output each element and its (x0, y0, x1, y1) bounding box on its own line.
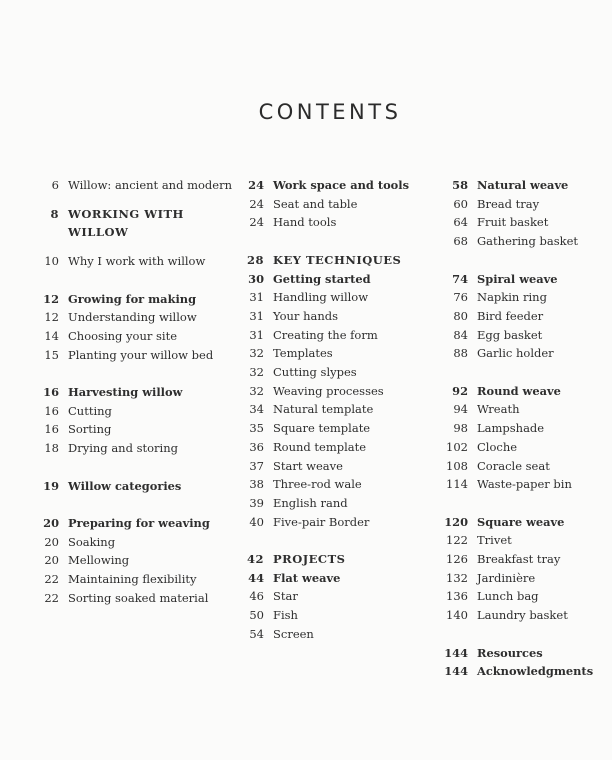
page-number: 74 (452, 271, 468, 286)
toc-heading[interactable] (442, 513, 610, 532)
toc-entry[interactable] (442, 326, 610, 345)
toc-heading[interactable] (236, 176, 426, 195)
page-number: 16 (44, 403, 59, 418)
entry-title: Trivet (477, 533, 512, 548)
toc-entry[interactable] (442, 475, 610, 494)
toc-heading[interactable] (22, 477, 232, 496)
toc-entry[interactable] (22, 570, 232, 589)
toc-entry[interactable] (442, 550, 610, 569)
toc-entry[interactable] (236, 494, 426, 513)
page-number: 31 (249, 290, 264, 305)
page-number: 20 (44, 534, 59, 549)
toc-entry[interactable] (442, 213, 610, 232)
entry-title: Willow: ancient and modern (68, 178, 232, 192)
entry-title: Handling willow (273, 290, 369, 305)
page-number: 38 (249, 477, 264, 492)
toc-entry[interactable] (442, 569, 610, 588)
page-number: 34 (249, 402, 264, 417)
entry-title: Cutting slypes (273, 365, 357, 380)
page-number: 31 (249, 308, 264, 323)
page-number: 30 (248, 271, 264, 286)
entry-title: Flat weave (273, 570, 341, 585)
entry-title: Drying and storing (68, 441, 178, 456)
toc-entry[interactable] (442, 232, 610, 251)
entry-title: Round weave (477, 383, 561, 398)
page-number: 108 (446, 458, 468, 473)
entry-title: Templates (273, 346, 333, 361)
toc-entry[interactable] (236, 625, 426, 644)
entry-title: Star (273, 589, 298, 604)
toc-entry[interactable] (22, 252, 232, 271)
toc-entry[interactable] (236, 288, 426, 307)
toc-heading[interactable] (442, 176, 610, 195)
page-number: 68 (453, 234, 468, 249)
toc-entry[interactable] (236, 363, 426, 382)
toc-entry[interactable] (22, 308, 232, 327)
page-number: 14 (44, 328, 59, 343)
page-number: 20 (44, 553, 59, 568)
page-number: 76 (453, 290, 468, 305)
toc-entry[interactable] (442, 419, 610, 438)
entry-title: Three-rod wale (273, 477, 362, 492)
page-number: 18 (44, 441, 59, 456)
entry-title: English rand (273, 495, 348, 510)
toc-entry[interactable] (22, 551, 232, 570)
toc-entry[interactable] (236, 419, 426, 438)
toc-entry[interactable] (22, 420, 232, 439)
toc-entry[interactable] (236, 213, 426, 232)
page-number: 10 (44, 254, 59, 269)
toc-entry[interactable] (236, 195, 426, 214)
entry-title: Sorting (68, 422, 112, 437)
page-number: 102 (446, 439, 468, 454)
page-number: 37 (249, 458, 264, 473)
entry-title: Soaking (68, 534, 116, 549)
toc-entry[interactable] (442, 400, 610, 419)
entry-title: Resources (477, 645, 543, 660)
entry-title: Harvesting willow (68, 385, 183, 399)
entry-title: Acknowledgments (477, 664, 594, 679)
page-number: 39 (249, 495, 264, 510)
toc-heading[interactable] (442, 382, 610, 401)
page-number: 44 (248, 570, 264, 585)
page-number: 136 (446, 589, 468, 604)
page-number: 140 (446, 608, 468, 623)
entry-title: Natural template (273, 402, 374, 417)
toc-entry[interactable] (442, 195, 610, 214)
page-number: 122 (446, 533, 468, 548)
entry-title: KEY TECHNIQUES (273, 252, 402, 267)
entry-title: Natural weave (477, 178, 569, 192)
page-number: 132 (446, 570, 468, 585)
toc-heading[interactable] (442, 662, 610, 681)
entry-title: Square template (273, 421, 371, 436)
page-number: 12 (43, 291, 59, 306)
toc-entry[interactable] (442, 457, 610, 476)
page-number: 144 (444, 664, 468, 679)
entry-title: Lunch bag (477, 589, 539, 604)
entry-title: Seat and table (273, 196, 358, 211)
entry-title: Maintaining flexibility (68, 572, 197, 586)
toc-entry[interactable] (442, 587, 610, 606)
entry-title: Cutting (68, 403, 112, 418)
entry-title: Hand tools (273, 215, 337, 230)
page-number: 144 (444, 645, 468, 660)
toc-entry[interactable] (236, 382, 426, 401)
toc-entry[interactable] (442, 344, 610, 363)
entry-title: Square weave (477, 514, 565, 529)
entry-title: Breakfast tray (477, 552, 561, 567)
toc-heading[interactable] (22, 383, 232, 402)
toc-entry[interactable] (236, 475, 426, 494)
entry-title: Understanding willow (68, 310, 197, 325)
page-number: 32 (249, 383, 264, 398)
toc-entry[interactable] (442, 606, 610, 625)
toc-entry[interactable] (442, 288, 610, 307)
toc-entry[interactable] (236, 326, 426, 345)
page-number: 42 (246, 552, 264, 567)
entry-title: WILLOW (68, 225, 129, 240)
entry-title: Start weave (273, 458, 343, 473)
section-heading[interactable] (22, 205, 232, 224)
page-number: 54 (249, 626, 264, 641)
page-number: 64 (453, 215, 468, 230)
page-number: 98 (453, 421, 468, 436)
entry-title: Planting your willow bed (68, 347, 214, 362)
entry-title: Egg basket (477, 327, 543, 342)
toc-heading[interactable] (236, 569, 426, 588)
page-number: 15 (44, 347, 59, 362)
toc-entry[interactable] (236, 438, 426, 457)
toc-entry[interactable] (442, 307, 610, 326)
toc-entry[interactable] (22, 176, 232, 195)
page-number: 24 (249, 196, 264, 211)
entry-title: Five-pair Border (273, 514, 370, 529)
page-number: 88 (453, 346, 468, 361)
entry-title: Screen (273, 626, 314, 641)
entry-title: Willow categories (68, 478, 182, 493)
toc-entry[interactable] (22, 402, 232, 421)
page-number: 32 (249, 346, 264, 361)
toc-entry[interactable] (236, 587, 426, 606)
page-number: 120 (444, 514, 468, 529)
entry-title: Coracle seat (477, 458, 550, 473)
page-number: 35 (249, 421, 264, 436)
toc-entry[interactable] (236, 457, 426, 476)
page-number: 20 (43, 515, 59, 530)
entry-title: Cloche (477, 439, 518, 454)
contents-column-1 (22, 176, 232, 607)
page-number: 32 (249, 365, 264, 380)
page-number: 28 (246, 252, 264, 267)
toc-entry[interactable] (236, 513, 426, 532)
entry-title: Fruit basket (477, 215, 549, 230)
entry-title: Wreath (477, 402, 520, 417)
entry-title: Getting started (273, 271, 371, 286)
toc-heading[interactable] (236, 270, 426, 289)
entry-title: WORKING WITH (68, 206, 184, 221)
page-number: 80 (453, 308, 468, 323)
page-number: 36 (249, 439, 264, 454)
toc-entry[interactable] (442, 531, 610, 550)
toc-entry[interactable] (236, 400, 426, 419)
toc-entry[interactable] (22, 327, 232, 346)
toc-heading[interactable] (22, 290, 232, 309)
toc-entry[interactable] (236, 606, 426, 625)
entry-title: Growing for making (68, 291, 197, 306)
page-number: 16 (43, 385, 59, 399)
toc-entry[interactable] (236, 344, 426, 363)
entry-title: Laundry basket (477, 608, 568, 623)
toc-entry[interactable] (22, 589, 232, 608)
page-number: 94 (453, 402, 468, 417)
page-number: 6 (51, 178, 59, 192)
toc-heading[interactable] (22, 514, 232, 533)
toc-heading[interactable] (442, 644, 610, 663)
page-number: 24 (249, 215, 264, 230)
page-number: 84 (453, 327, 468, 342)
page-title: CONTENTS (258, 100, 402, 124)
section-heading[interactable] (236, 550, 426, 569)
section-heading-continued (22, 223, 232, 242)
page-number: 58 (452, 178, 468, 192)
entry-title: Mellowing (68, 553, 130, 568)
section-heading[interactable] (236, 251, 426, 270)
page-number: 16 (44, 422, 59, 437)
entry-title: Bread tray (477, 196, 540, 211)
page-number: 126 (446, 552, 468, 567)
page-number: 114 (446, 477, 468, 492)
page-number: 60 (453, 196, 468, 211)
page-number: 12 (44, 310, 59, 325)
page-number: 46 (249, 589, 264, 604)
entry-title: Gathering basket (477, 234, 578, 249)
toc-entry[interactable] (22, 533, 232, 552)
entry-title: Garlic holder (477, 346, 554, 361)
entry-title: Spiral weave (477, 271, 558, 286)
page-number: 8 (50, 206, 59, 221)
contents-column-3 (442, 176, 610, 681)
page-number: 24 (248, 178, 264, 192)
toc-entry[interactable] (22, 346, 232, 365)
entry-title: Jardinière (477, 570, 536, 585)
entry-title: Round template (273, 439, 367, 454)
entry-title: Napkin ring (477, 290, 547, 305)
toc-entry[interactable] (22, 439, 232, 458)
page-number: 22 (44, 572, 59, 586)
toc-entry[interactable] (442, 438, 610, 457)
toc-heading[interactable] (442, 270, 610, 289)
entry-title: Weaving processes (273, 383, 384, 398)
entry-title: PROJECTS (273, 552, 346, 567)
entry-title: Bird feeder (477, 308, 544, 323)
page-number: 19 (43, 478, 59, 493)
page-number: 22 (44, 590, 59, 605)
entry-title: Preparing for weaving (68, 515, 210, 530)
page-number: 50 (249, 608, 264, 623)
entry-title: Why I work with willow (68, 254, 206, 269)
entry-title: Creating the form (273, 327, 378, 342)
page-number: 31 (249, 327, 264, 342)
entry-title: Waste-paper bin (477, 477, 572, 492)
entry-title: Lampshade (477, 421, 545, 436)
entry-title: Your hands (273, 308, 339, 323)
entry-title: Work space and tools (273, 178, 410, 192)
entry-title: Choosing your site (68, 328, 178, 343)
contents-column-2 (236, 176, 426, 644)
toc-entry[interactable] (236, 307, 426, 326)
page-number: 40 (249, 514, 264, 529)
page-number: 92 (452, 383, 468, 398)
entry-title: Sorting soaked material (68, 590, 209, 605)
entry-title: Fish (273, 608, 298, 623)
